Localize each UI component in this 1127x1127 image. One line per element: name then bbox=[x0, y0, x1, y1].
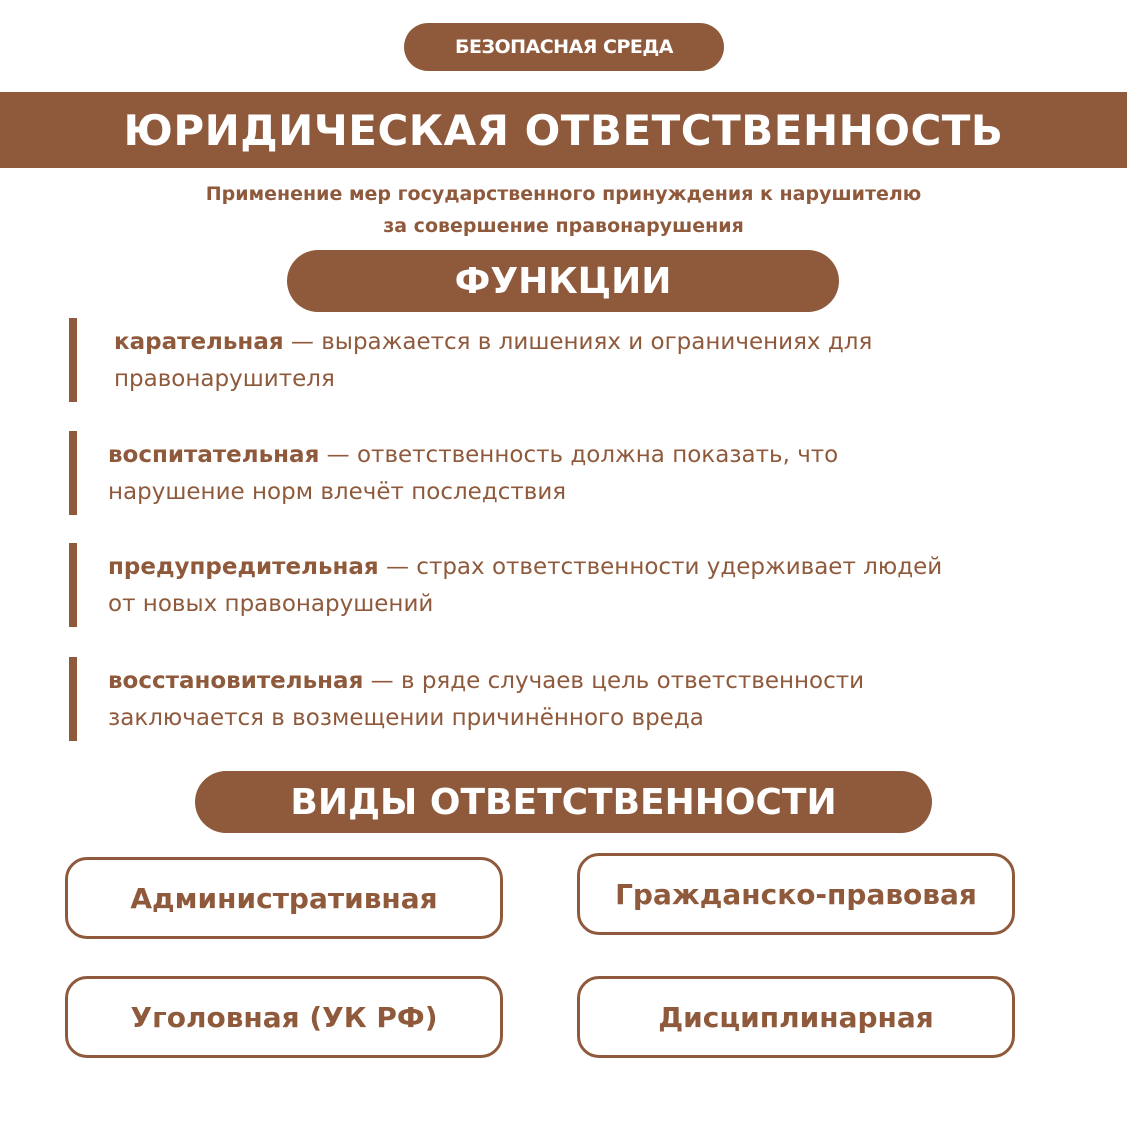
function-term: предупредительная bbox=[108, 554, 379, 580]
function-description-cont: от новых правонарушений bbox=[108, 591, 434, 617]
definition-line-2: за совершение правонарушения bbox=[383, 215, 744, 237]
definition-text bbox=[0, 178, 1127, 242]
kinds-heading: ВИДЫ ОТВЕТСТВЕННОСТИ bbox=[195, 771, 932, 833]
function-description-cont: нарушение норм влечёт последствия bbox=[108, 479, 567, 505]
function-term: восстановительная bbox=[108, 668, 364, 694]
function-accent-bar bbox=[69, 431, 77, 515]
function-text bbox=[108, 437, 838, 511]
function-accent-bar bbox=[69, 657, 77, 741]
kind-criminal: Уголовная (УК РФ) bbox=[65, 976, 503, 1058]
function-term: карательная bbox=[114, 329, 284, 355]
functions-heading: ФУНКЦИИ bbox=[287, 250, 839, 312]
function-description-cont: заключается в возмещении причинённого вреда bbox=[108, 705, 704, 731]
function-text bbox=[108, 663, 864, 737]
function-accent-bar bbox=[69, 318, 77, 402]
function-description: — выражается в лишениях и ограничениях для bbox=[283, 329, 873, 355]
function-description: — ответственность должна показать, что bbox=[319, 442, 839, 468]
function-term: воспитательная bbox=[108, 442, 320, 468]
function-description: — страх ответственности удерживает людей bbox=[378, 554, 943, 580]
function-description-cont: правонарушителя bbox=[114, 366, 335, 392]
definition-line-1: Применение мер государственного принуждения к нарушителю bbox=[205, 183, 922, 205]
function-description: — в ряде случаев цель ответственности bbox=[363, 668, 865, 694]
brand-badge: БЕЗОПАСНАЯ СРЕДА bbox=[404, 23, 724, 71]
kind-civil: Гражданско-правовая bbox=[577, 853, 1015, 935]
kind-disciplinary: Дисциплинарная bbox=[577, 976, 1015, 1058]
function-text bbox=[108, 549, 942, 623]
function-accent-bar bbox=[69, 543, 77, 627]
kind-administrative: Административная bbox=[65, 857, 503, 939]
function-text bbox=[114, 324, 872, 398]
page-title: ЮРИДИЧЕСКАЯ ОТВЕТСТВЕННОСТЬ bbox=[0, 92, 1127, 168]
